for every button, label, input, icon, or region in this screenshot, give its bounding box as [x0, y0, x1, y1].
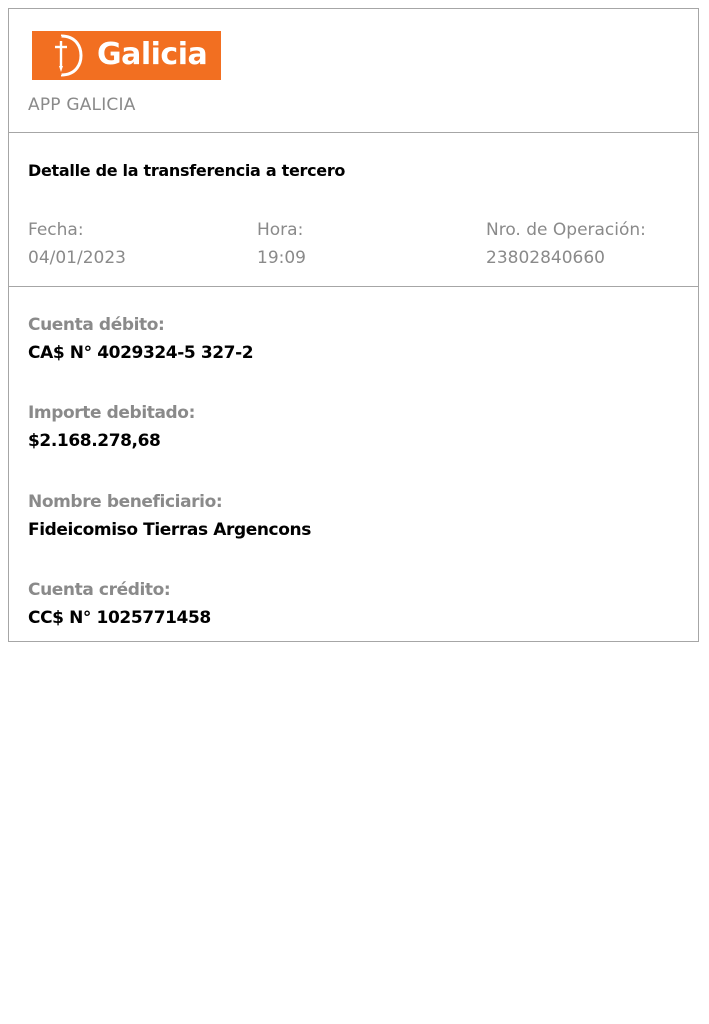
credit-account-field	[28, 580, 211, 628]
operation-block	[486, 220, 646, 268]
credit-account-value: CC$ N° 1025771458	[28, 608, 211, 628]
operation-label: Nro. de Operación:	[486, 220, 646, 240]
page-title: Detalle de la transferencia a tercero	[28, 161, 346, 180]
debit-account-label: Cuenta débito:	[28, 315, 165, 335]
amount-field	[28, 403, 195, 451]
date-value: 04/01/2023	[28, 248, 126, 268]
time-label: Hora:	[257, 220, 304, 240]
transfer-receipt	[8, 8, 699, 642]
beneficiary-label: Nombre beneficiario:	[28, 492, 223, 512]
galicia-logo	[32, 31, 221, 80]
amount-label: Importe debitado:	[28, 403, 195, 423]
date-label: Fecha:	[28, 220, 84, 240]
time-block	[257, 220, 306, 268]
date-block	[28, 220, 126, 268]
debit-account-value: CA$ N° 4029324-5 327-2	[28, 343, 254, 363]
beneficiary-value: Fideicomiso Tierras Argencons	[28, 520, 311, 540]
app-name: APP GALICIA	[28, 95, 136, 115]
credit-account-label: Cuenta crédito:	[28, 580, 171, 600]
amount-value: $2.168.278,68	[28, 431, 161, 451]
receipt-header	[9, 9, 698, 133]
time-value: 19:09	[257, 248, 306, 268]
debit-account-field	[28, 315, 253, 363]
transfer-summary	[9, 132, 698, 287]
operation-value: 23802840660	[486, 248, 605, 268]
beneficiary-field	[28, 492, 311, 540]
logo-wordmark: Galicia	[97, 37, 208, 72]
galicia-cross-icon	[32, 31, 92, 80]
